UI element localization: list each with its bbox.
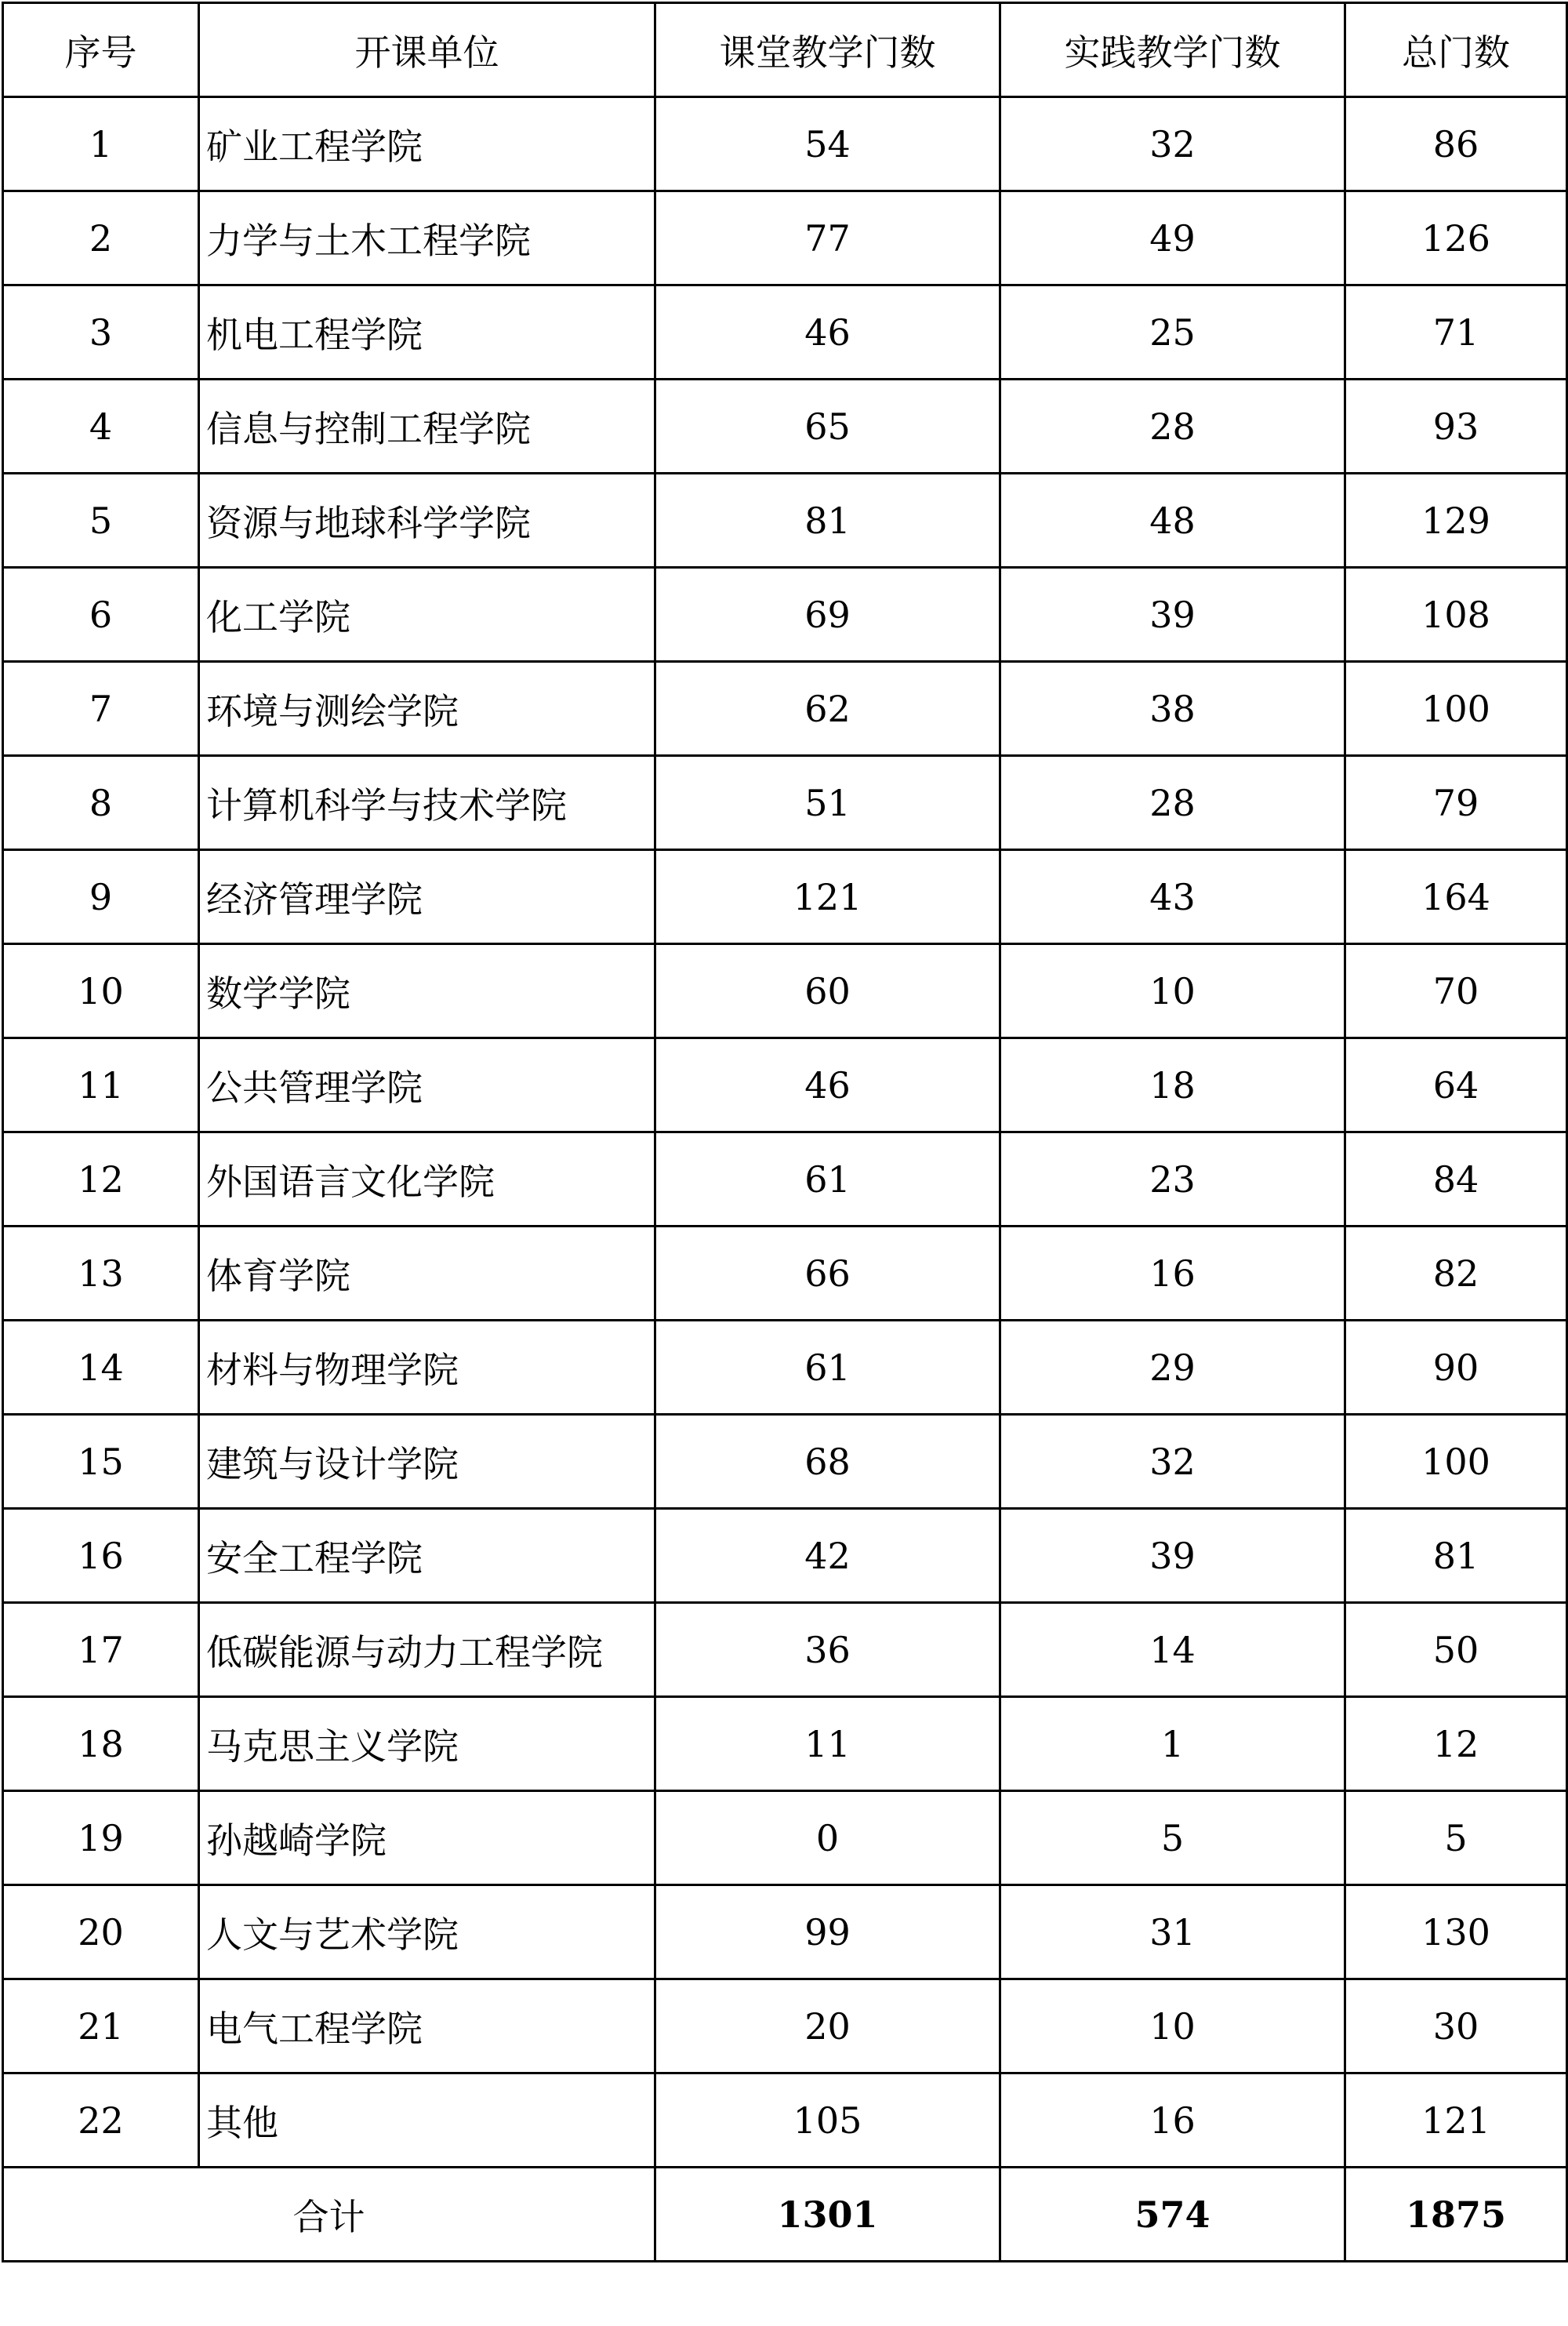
cell-seq: 2 xyxy=(3,191,199,285)
cell-seq: 5 xyxy=(3,474,199,568)
cell-practice-count: 38 xyxy=(1000,662,1345,756)
cell-seq: 14 xyxy=(3,1321,199,1415)
cell-practice-count: 14 xyxy=(1000,1603,1345,1697)
cell-total-count: 93 xyxy=(1345,380,1567,474)
cell-seq: 22 xyxy=(3,2073,199,2168)
cell-seq: 9 xyxy=(3,850,199,944)
cell-practice-count: 10 xyxy=(1000,1979,1345,2073)
cell-total-count: 108 xyxy=(1345,568,1567,662)
total-total: 1875 xyxy=(1345,2168,1567,2262)
cell-classroom-count: 0 xyxy=(655,1791,1000,1885)
cell-classroom-count: 11 xyxy=(655,1697,1000,1791)
cell-total-count: 82 xyxy=(1345,1227,1567,1321)
header-unit: 开课单位 xyxy=(199,3,655,97)
cell-unit: 经济管理学院 xyxy=(199,850,655,944)
cell-total-count: 84 xyxy=(1345,1132,1567,1227)
cell-practice-count: 18 xyxy=(1000,1038,1345,1132)
cell-unit: 孙越崎学院 xyxy=(199,1791,655,1885)
cell-unit: 力学与土木工程学院 xyxy=(199,191,655,285)
table-row xyxy=(3,1227,1567,1321)
cell-classroom-count: 105 xyxy=(655,2073,1000,2168)
table-row xyxy=(3,850,1567,944)
cell-unit: 材料与物理学院 xyxy=(199,1321,655,1415)
cell-total-count: 90 xyxy=(1345,1321,1567,1415)
cell-unit: 外国语言文化学院 xyxy=(199,1132,655,1227)
header-practice-count: 实践教学门数 xyxy=(1000,3,1345,97)
total-label: 合计 xyxy=(3,2168,655,2262)
cell-classroom-count: 36 xyxy=(655,1603,1000,1697)
cell-unit: 信息与控制工程学院 xyxy=(199,380,655,474)
cell-classroom-count: 81 xyxy=(655,474,1000,568)
cell-total-count: 12 xyxy=(1345,1697,1567,1791)
cell-classroom-count: 61 xyxy=(655,1132,1000,1227)
table-row xyxy=(3,1415,1567,1509)
cell-total-count: 100 xyxy=(1345,662,1567,756)
cell-seq: 10 xyxy=(3,944,199,1038)
cell-total-count: 86 xyxy=(1345,97,1567,191)
cell-unit: 数学学院 xyxy=(199,944,655,1038)
cell-unit: 公共管理学院 xyxy=(199,1038,655,1132)
cell-total-count: 50 xyxy=(1345,1603,1567,1697)
cell-unit: 电气工程学院 xyxy=(199,1979,655,2073)
table-row xyxy=(3,1885,1567,1979)
cell-seq: 3 xyxy=(3,285,199,380)
table-row xyxy=(3,380,1567,474)
cell-classroom-count: 62 xyxy=(655,662,1000,756)
cell-practice-count: 16 xyxy=(1000,2073,1345,2168)
cell-practice-count: 29 xyxy=(1000,1321,1345,1415)
table-row xyxy=(3,1509,1567,1603)
cell-classroom-count: 66 xyxy=(655,1227,1000,1321)
cell-seq: 17 xyxy=(3,1603,199,1697)
cell-classroom-count: 68 xyxy=(655,1415,1000,1509)
header-row xyxy=(3,3,1567,97)
cell-practice-count: 49 xyxy=(1000,191,1345,285)
cell-total-count: 100 xyxy=(1345,1415,1567,1509)
table-row xyxy=(3,756,1567,850)
cell-seq: 15 xyxy=(3,1415,199,1509)
cell-total-count: 164 xyxy=(1345,850,1567,944)
cell-total-count: 79 xyxy=(1345,756,1567,850)
cell-seq: 7 xyxy=(3,662,199,756)
cell-classroom-count: 61 xyxy=(655,1321,1000,1415)
cell-seq: 6 xyxy=(3,568,199,662)
table-row xyxy=(3,1791,1567,1885)
course-count-table xyxy=(2,2,1568,2262)
cell-practice-count: 31 xyxy=(1000,1885,1345,1979)
table-row xyxy=(3,1979,1567,2073)
cell-total-count: 121 xyxy=(1345,2073,1567,2168)
cell-practice-count: 43 xyxy=(1000,850,1345,944)
cell-unit: 体育学院 xyxy=(199,1227,655,1321)
header-total-count: 总门数 xyxy=(1345,3,1567,97)
cell-classroom-count: 54 xyxy=(655,97,1000,191)
cell-unit: 建筑与设计学院 xyxy=(199,1415,655,1509)
cell-total-count: 130 xyxy=(1345,1885,1567,1979)
table-row xyxy=(3,1697,1567,1791)
table-row xyxy=(3,474,1567,568)
cell-total-count: 129 xyxy=(1345,474,1567,568)
cell-total-count: 70 xyxy=(1345,944,1567,1038)
header-seq: 序号 xyxy=(3,3,199,97)
table-row xyxy=(3,662,1567,756)
table-row xyxy=(3,1038,1567,1132)
table-row xyxy=(3,568,1567,662)
table-row xyxy=(3,2073,1567,2168)
cell-classroom-count: 99 xyxy=(655,1885,1000,1979)
cell-unit: 环境与测绘学院 xyxy=(199,662,655,756)
cell-seq: 18 xyxy=(3,1697,199,1791)
cell-practice-count: 23 xyxy=(1000,1132,1345,1227)
table-row xyxy=(3,1132,1567,1227)
total-row xyxy=(3,2168,1567,2262)
cell-unit: 其他 xyxy=(199,2073,655,2168)
cell-unit: 安全工程学院 xyxy=(199,1509,655,1603)
cell-practice-count: 39 xyxy=(1000,1509,1345,1603)
cell-classroom-count: 69 xyxy=(655,568,1000,662)
cell-total-count: 126 xyxy=(1345,191,1567,285)
cell-practice-count: 28 xyxy=(1000,756,1345,850)
cell-seq: 19 xyxy=(3,1791,199,1885)
cell-seq: 20 xyxy=(3,1885,199,1979)
cell-classroom-count: 60 xyxy=(655,944,1000,1038)
cell-total-count: 81 xyxy=(1345,1509,1567,1603)
cell-classroom-count: 42 xyxy=(655,1509,1000,1603)
cell-practice-count: 1 xyxy=(1000,1697,1345,1791)
cell-seq: 4 xyxy=(3,380,199,474)
cell-classroom-count: 46 xyxy=(655,285,1000,380)
cell-practice-count: 28 xyxy=(1000,380,1345,474)
cell-practice-count: 16 xyxy=(1000,1227,1345,1321)
cell-total-count: 64 xyxy=(1345,1038,1567,1132)
cell-unit: 矿业工程学院 xyxy=(199,97,655,191)
cell-total-count: 71 xyxy=(1345,285,1567,380)
cell-seq: 21 xyxy=(3,1979,199,2073)
total-classroom: 1301 xyxy=(655,2168,1000,2262)
cell-total-count: 5 xyxy=(1345,1791,1567,1885)
cell-practice-count: 32 xyxy=(1000,1415,1345,1509)
cell-practice-count: 32 xyxy=(1000,97,1345,191)
cell-unit: 低碳能源与动力工程学院 xyxy=(199,1603,655,1697)
cell-unit: 马克思主义学院 xyxy=(199,1697,655,1791)
cell-seq: 1 xyxy=(3,97,199,191)
table-row xyxy=(3,944,1567,1038)
cell-classroom-count: 46 xyxy=(655,1038,1000,1132)
table-body xyxy=(3,97,1567,2168)
cell-unit: 人文与艺术学院 xyxy=(199,1885,655,1979)
cell-unit: 资源与地球科学学院 xyxy=(199,474,655,568)
cell-seq: 8 xyxy=(3,756,199,850)
cell-practice-count: 10 xyxy=(1000,944,1345,1038)
cell-seq: 11 xyxy=(3,1038,199,1132)
table-row xyxy=(3,1321,1567,1415)
table-row xyxy=(3,285,1567,380)
cell-unit: 机电工程学院 xyxy=(199,285,655,380)
cell-practice-count: 25 xyxy=(1000,285,1345,380)
cell-classroom-count: 121 xyxy=(655,850,1000,944)
cell-seq: 12 xyxy=(3,1132,199,1227)
cell-classroom-count: 20 xyxy=(655,1979,1000,2073)
cell-practice-count: 48 xyxy=(1000,474,1345,568)
cell-unit: 化工学院 xyxy=(199,568,655,662)
table-row xyxy=(3,1603,1567,1697)
cell-practice-count: 39 xyxy=(1000,568,1345,662)
header-classroom-count: 课堂教学门数 xyxy=(655,3,1000,97)
cell-seq: 16 xyxy=(3,1509,199,1603)
cell-classroom-count: 77 xyxy=(655,191,1000,285)
cell-practice-count: 5 xyxy=(1000,1791,1345,1885)
cell-classroom-count: 65 xyxy=(655,380,1000,474)
cell-unit: 计算机科学与技术学院 xyxy=(199,756,655,850)
table-row xyxy=(3,97,1567,191)
table-row xyxy=(3,191,1567,285)
cell-seq: 13 xyxy=(3,1227,199,1321)
cell-classroom-count: 51 xyxy=(655,756,1000,850)
total-practice: 574 xyxy=(1000,2168,1345,2262)
cell-total-count: 30 xyxy=(1345,1979,1567,2073)
